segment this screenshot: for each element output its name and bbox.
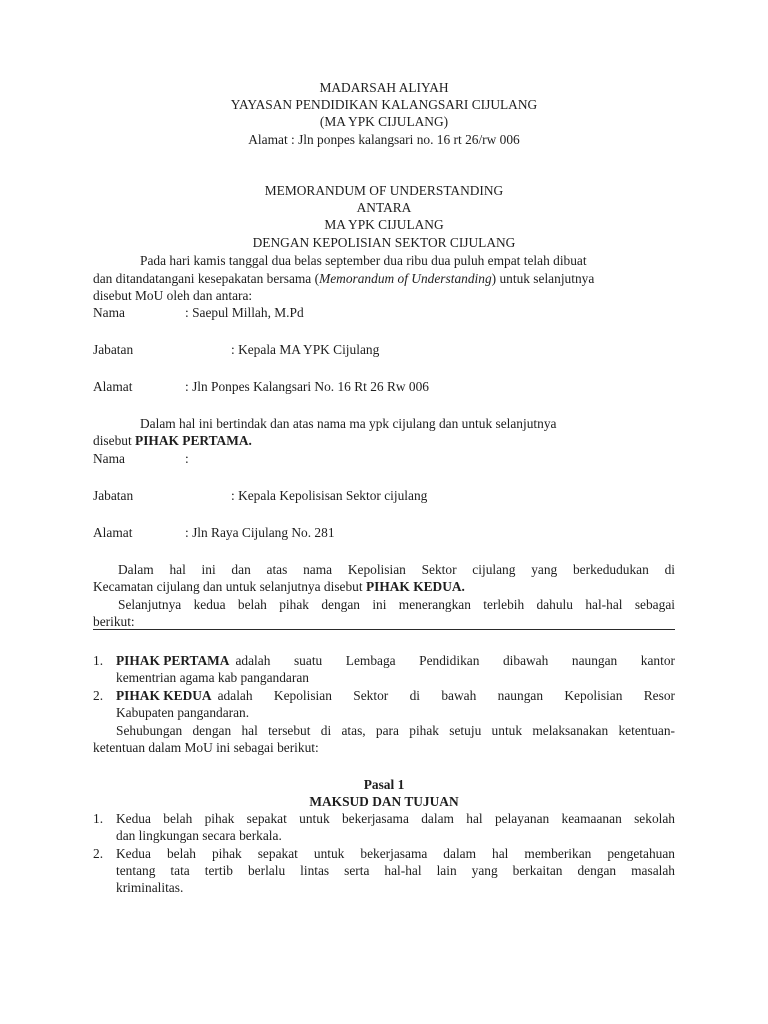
point-2-bold: PIHAK KEDUA [116,688,212,703]
pasal-1-item-1-line-2: dan lingkungan secara berkala. [116,828,282,843]
party2-statement-line-1: Dalam hal ini dan atas nama Kepolisian Sektor cijulang yang berkedudukan di [118,562,675,577]
point-1-line-2: kementrian agama kab pangandaran [116,670,309,685]
point-2-line-1: PIHAK KEDUA adalah Kepolisian Sektor di bawah naungan Kepolisian Resor [116,688,675,703]
party2-nama-value: : [185,451,189,466]
foundation-name: YAYASAN PENDIDIKAN KALANGSARI CIJULANG [230,97,538,112]
party2-alamat-label: Alamat [93,525,133,540]
pasal-1-item-1-line-1: Kedua belah pihak sepakat untuk bekerjasama dalam hal pelayanan keamaanan sekolah [116,811,675,826]
intro-line-3: disebut MoU oleh dan antara: [93,288,253,303]
party2-jabatan-label: Jabatan [93,488,134,503]
point-1-line-1: PIHAK PERTAMA adalah suatu Lembaga Pendidikan dibawah naungan kantor [116,653,675,668]
party2-alamat-value: : Jln Raya Cijulang No. 281 [185,525,335,540]
party1-nama-value: : Saepul Millah, M.Pd [185,305,304,320]
pasal-1-item-2-number: 2. [93,846,104,861]
party1-alamat-label: Alamat [93,379,133,394]
point-2-number: 2. [93,688,104,703]
party1-jabatan-label: Jabatan [93,342,134,357]
party1-statement-line-1: Dalam hal ini bertindak dan atas nama ma ypk cijulang dan untuk selanjutnya [140,416,557,431]
section-divider [93,629,675,630]
intro-line-1: Pada hari kamis tanggal dua belas september dua ribu dua puluh empat telah dibuat [140,253,587,268]
agreement-line-2: ketentuan dalam MoU ini sebagai berikut: [93,740,319,755]
point-1-number: 1. [93,653,104,668]
explain-line-1: Selanjutnya kedua belah pihak dengan ini menerangkan terlebih dahulu hal-hal sebagai [118,597,675,612]
pasal-1-item-1-number: 1. [93,811,104,826]
school-address: Alamat : Jln ponpes kalangsari no. 16 rt 26/rw 006 [248,132,520,147]
party1-jabatan-value: : Kepala MA YPK Cijulang [231,342,380,357]
party2-nama-label: Nama [93,451,125,466]
school-abbreviation: (MA YPK CIJULANG) [319,114,449,129]
party1-alamat-value: : Jln Ponpes Kalangsari No. 16 Rt 26 Rw 006 [185,379,429,394]
mou-title: MEMORANDUM OF UNDERSTANDING [264,183,504,198]
pasal-1-heading: Pasal 1 [363,777,405,792]
pasal-1-item-2-line-3: kriminalitas. [116,880,184,895]
intro-line-2: dan ditandatangani kesepakatan bersama (Memorandum of Understanding) untuk selanjutnya [93,271,595,286]
agreement-line-1: Sehubungan dengan hal tersebut di atas, para pihak setuju untuk melaksanakan ketentuan- [116,723,675,738]
pihak-kedua-label: PIHAK KEDUA. [365,579,465,594]
party1-nama-label: Nama [93,305,125,320]
party1-statement-line-2: disebut PIHAK PERTAMA. [93,433,252,448]
school-name: MADARSAH ALIYAH [319,80,449,95]
pihak-pertama-label: PIHAK PERTAMA. [135,433,252,448]
mou-title-party1: MA YPK CIJULANG [324,217,444,232]
pasal-1-subheading: MAKSUD DAN TUJUAN [309,794,459,809]
pasal-1-item-2-line-2: tentang tata tertib berlalu lintas serta hal-hal lain yang berkaitan dengan masalah [116,863,675,878]
party2-jabatan-value: : Kepala Kepolisisan Sektor cijulang [231,488,428,503]
point-2-line-2: Kabupaten pangandaran. [116,705,250,720]
explain-line-2: berikut: [93,614,135,629]
pasal-1-item-2-line-1: Kedua belah pihak sepakat untuk bekerjasama dalam hal memberikan pengetahuan [116,846,675,861]
mou-title-between: ANTARA [356,200,412,215]
point-1-bold: PIHAK PERTAMA [116,653,230,668]
party2-statement-line-2: Kecamatan cijulang dan untuk selanjutnya disebut PIHAK KEDUA. [93,579,465,594]
mou-title-party2: DENGAN KEPOLISIAN SEKTOR CIJULANG [252,235,516,250]
